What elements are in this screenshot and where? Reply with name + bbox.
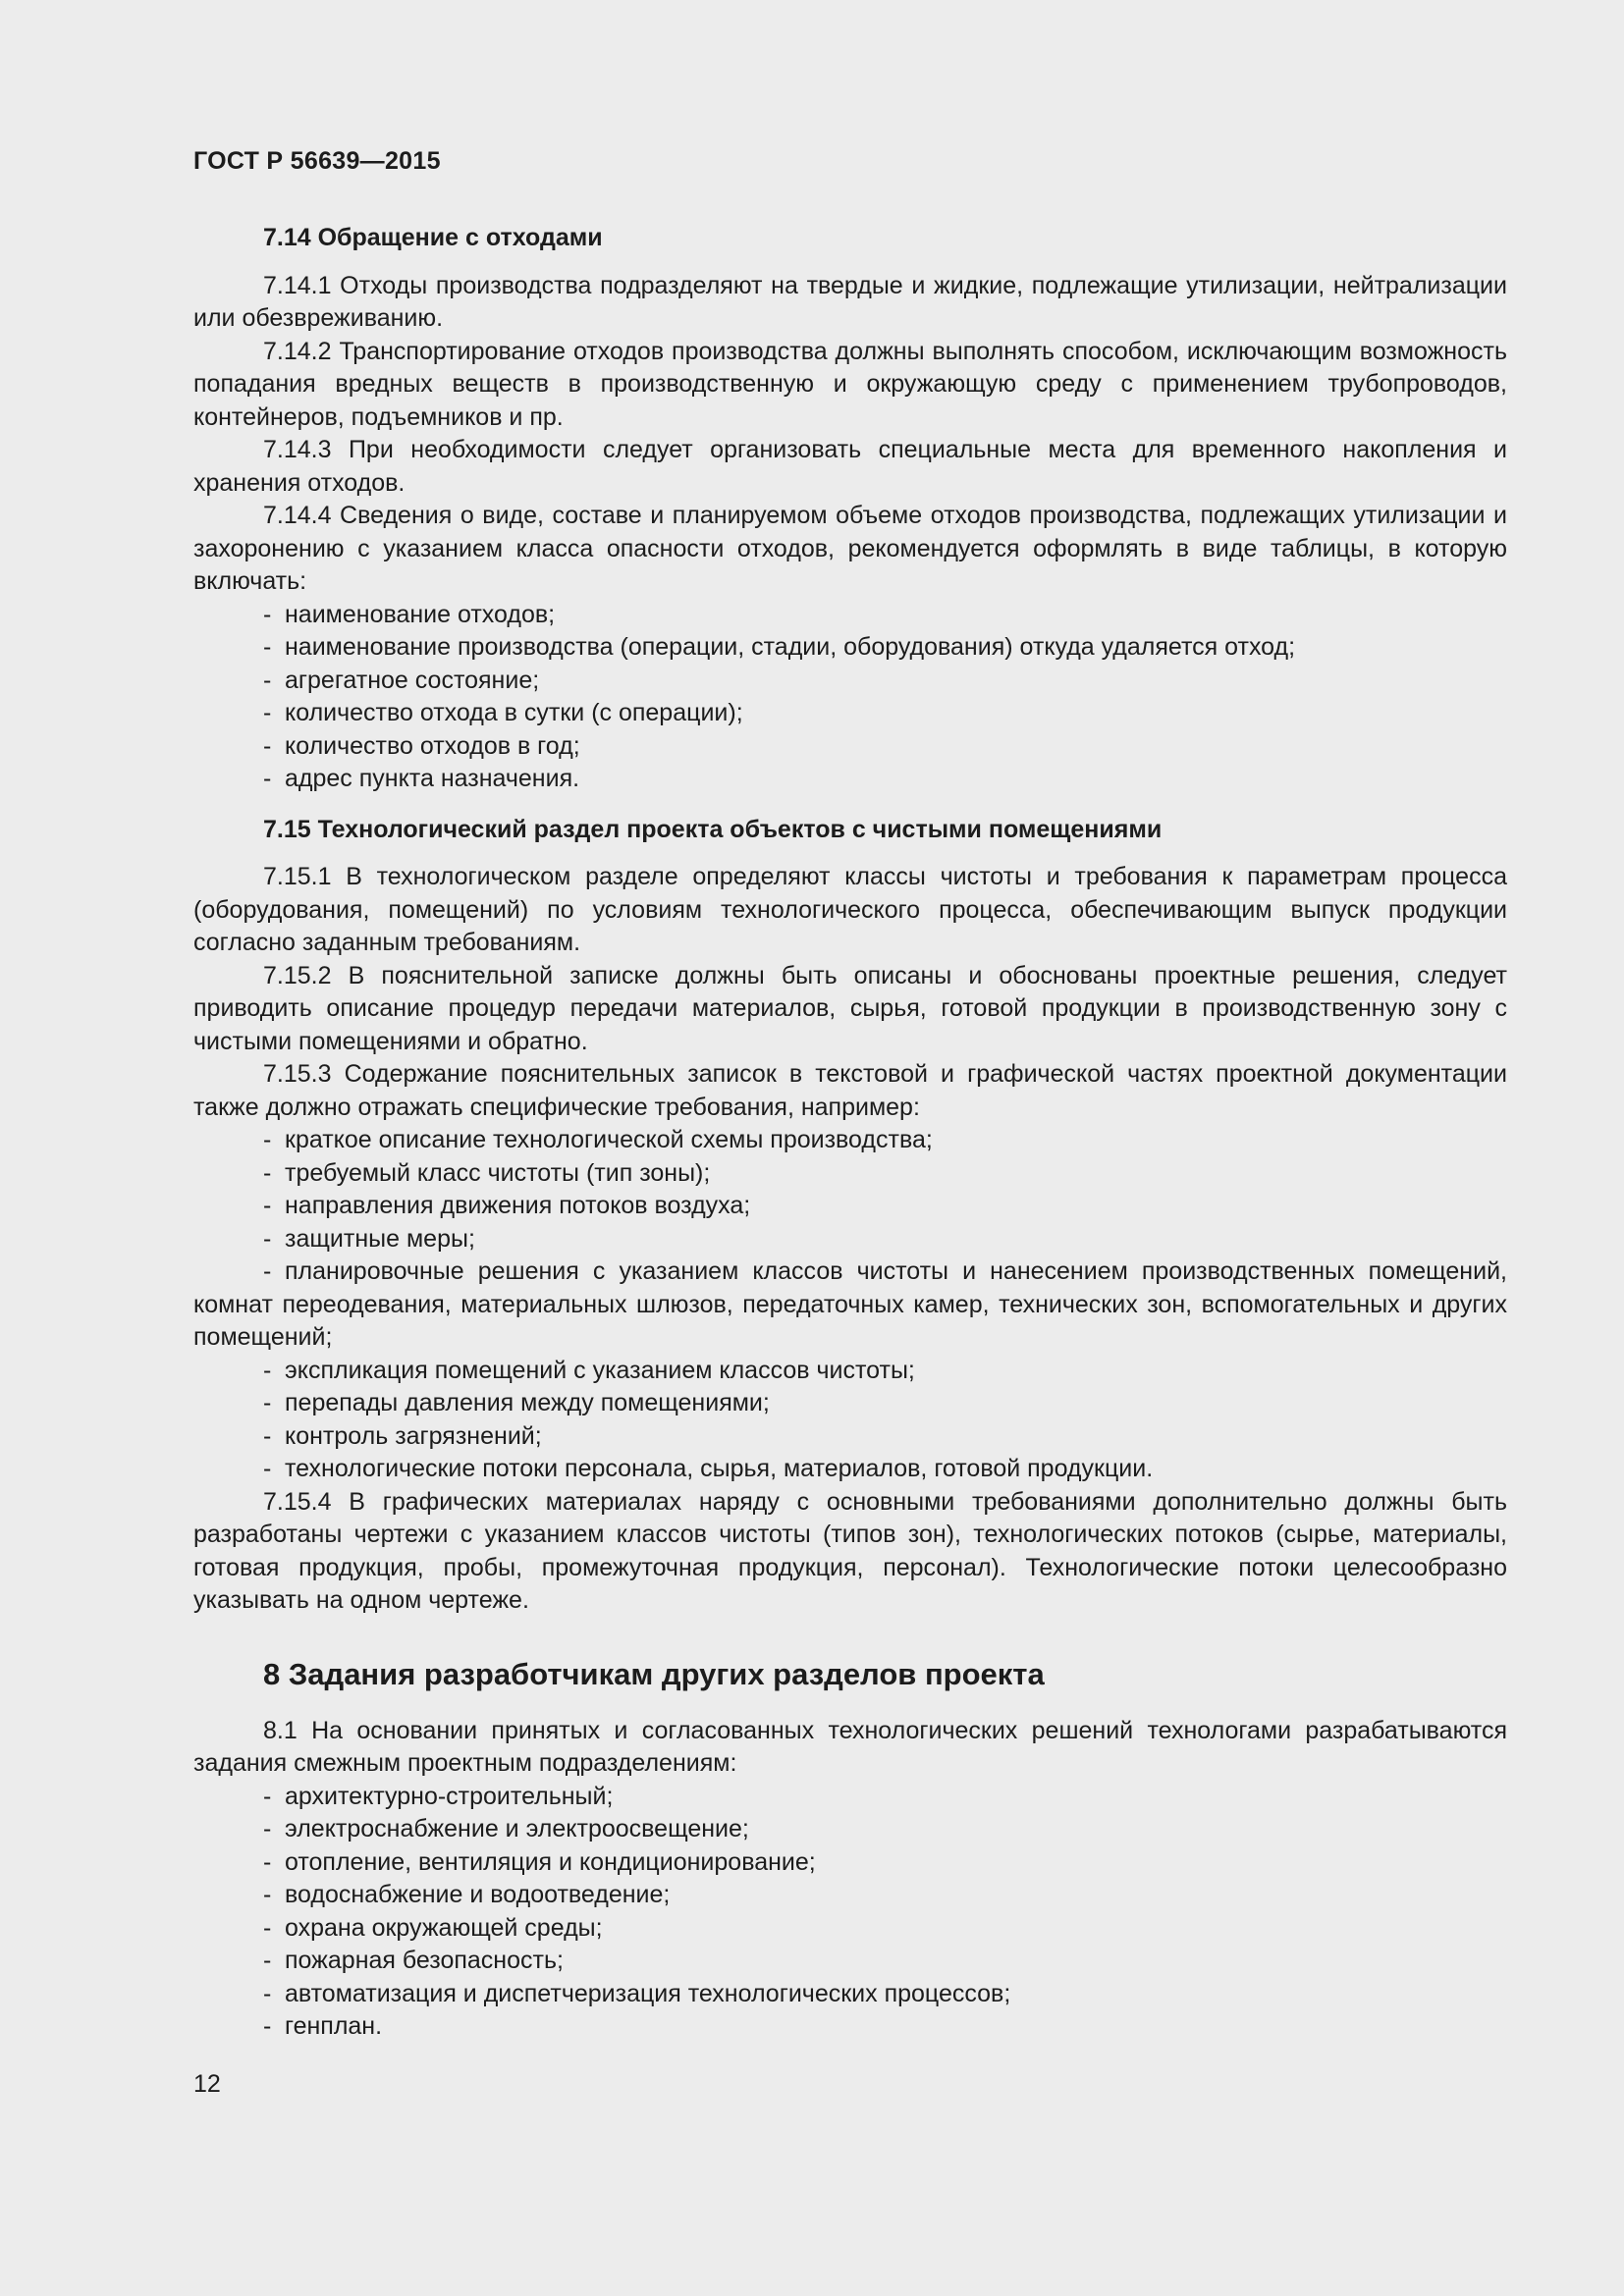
list-item: - автоматизация и диспетчеризация технологических процессов; [263, 1979, 1011, 2007]
paragraph-7-15-1: 7.15.1 В технологическом разделе определяют классы чистоты и требования к параметрам процесса (оборудования, помещений) по условиям технологического процесса, обеспечивающим выпуск продукции согласно заданным требованиям. [193, 863, 1507, 956]
list-item: - количество отходов в год; [263, 731, 580, 760]
list-item: - наименование производства (операции, стадии, оборудования) откуда удаляется отход; [263, 633, 1296, 661]
list-item: - количество отхода в сутки (с операции); [263, 699, 743, 726]
list-7-15-3 [193, 1124, 1507, 1486]
list-item: - электроснабжение и электроосвещение; [263, 1815, 749, 1842]
list-item: - пожарная безопасность; [263, 1947, 564, 1974]
section-heading-8: 8 Задания разработчикам других разделов проекта [263, 1656, 1045, 1691]
page-body [193, 222, 1507, 2044]
paragraph-7-15-2: 7.15.2 В пояснительной записке должны быть описаны и обоснованы проектные решения, следует приводить описание процедур передачи материалов, сырья, готовой продукции в производственную зону с чистыми помещениями и обратно. [193, 961, 1507, 1055]
list-item: - генплан. [263, 2012, 383, 2040]
paragraph-7-14-3: 7.14.3 При необходимости следует организовать специальные места для временного накопления и хранения отходов. [193, 436, 1507, 497]
paragraph-7-15-4: 7.15.4 В графических материалах наряду с основными требованиями дополнительно должны быть разработаны чертежи с указанием классов чистоты (типов зон), технологических потоков (сырье, материалы, готовая продукция, пробы, промежуточная продукция, персонал). Технологические потоки целесообразно указывать на одном чертеже. [193, 1487, 1507, 1614]
list-item: - требуемый класс чистоты (тип зоны); [263, 1158, 711, 1187]
paragraph-7-14-2: 7.14.2 Транспортирование отходов производства должны выполнять способом, исключающим возможность попадания вредных веществ в производственную и окружающую среду с применением трубопроводов, контейнеров, подъемников и пр. [193, 337, 1507, 431]
list-item: - охрана окружающей среды; [263, 1913, 603, 1942]
list-item: - водоснабжение и водоотведение; [263, 1881, 671, 1908]
section-heading-7-14: 7.14 Обращение с отходами [263, 224, 603, 251]
list-item: - перепады давления между помещениями; [263, 1389, 770, 1416]
list-item: - отопление, вентиляция и кондиционирование; [263, 1847, 816, 1876]
list-8-1 [193, 1781, 1507, 2044]
paragraph-7-14-1: 7.14.1 Отходы производства подразделяют на твердые и жидкие, подлежащие утилизации, нейтрализации или обезвреживанию. [193, 271, 1507, 332]
list-item: - краткое описание технологической схемы производства; [263, 1126, 933, 1153]
list-item: - контроль загрязнений; [263, 1421, 542, 1450]
paragraph-7-15-3: 7.15.3 Содержание пояснительных записок в текстовой и графической частях проектной документации также должно отражать специфические требования, например: [193, 1060, 1507, 1121]
list-item: - направления движения потоков воздуха; [263, 1192, 751, 1219]
page-number: 12 [193, 2070, 221, 2098]
list-item: - защитные меры; [263, 1224, 475, 1253]
list-item: - агрегатное состояние; [263, 666, 540, 694]
list-item: - планировочные решения с указанием классов чистоты и нанесением производственных помещений, комнат переодевания, материальных шлюзов, передаточных камер, технических зон, вспомогательных и других помещений; [193, 1257, 1507, 1351]
paragraph-8-1: 8.1 На основании принятых и согласованных технологических решений технологами разрабатываются задания смежным проектным подразделениям: [193, 1716, 1507, 1777]
list-item: - наименование отходов; [263, 600, 556, 628]
section-heading-7-15: 7.15 Технологический раздел проекта объектов с чистыми помещениями [263, 815, 1163, 843]
list-item: - экспликация помещений с указанием классов чистоты; [263, 1356, 915, 1384]
document-code: ГОСТ Р 56639—2015 [193, 147, 441, 175]
list-item: - архитектурно-строительный; [263, 1782, 614, 1810]
list-item: - технологические потоки персонала, сырья, материалов, готовой продукции. [263, 1455, 1154, 1482]
list-item: - адрес пункта назначения. [263, 765, 580, 792]
paragraph-7-14-4: 7.14.4 Сведения о виде, составе и планируемом объеме отходов производства, подлежащих утилизации и захоронению с указанием класса опасности отходов, рекомендуется оформлять в виде таблицы, в которую включать: [193, 502, 1507, 595]
list-7-14-4 [193, 599, 1507, 796]
